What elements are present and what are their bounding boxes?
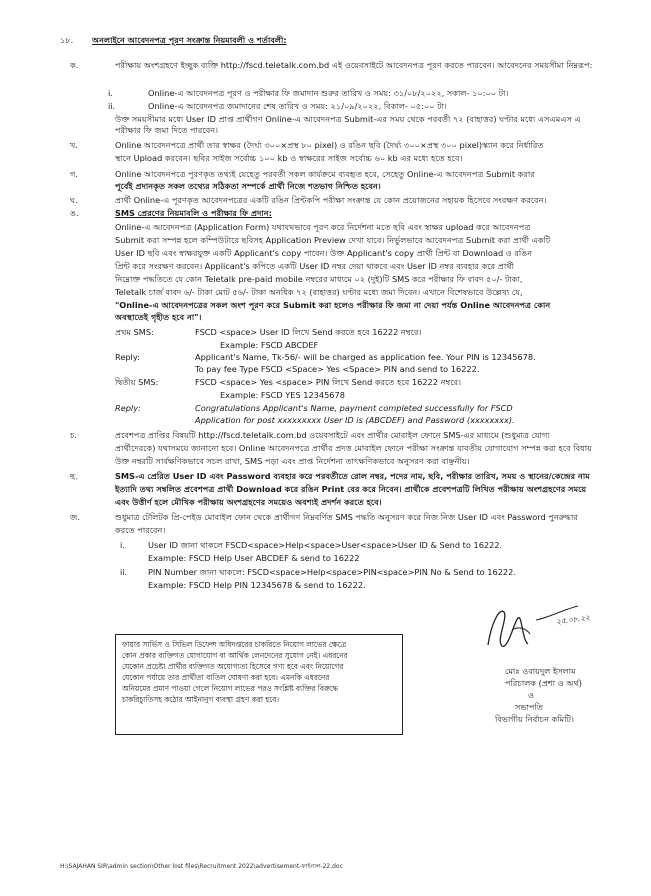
clause-nga-p4: প্রিন্ট করে সংরক্ষণ করবেন। Applicant's কপিতে একটি User ID নম্বর দেয়া থাকবে এবং User ID নম্বর ব্যবহার করে প্রার্থী [115,261,514,271]
clause-kha-label: খ. [70,140,78,150]
clause-ja-ii-label: ii. [120,567,128,577]
clause-kha-line-1: Online আবেদনপত্রে প্রার্থী তার স্বাক্ষর (দৈর্ঘ্য ৩০০×প্রস্থ ৮০ pixel) ও রঙিন ছবি (দৈর্ঘ্য ৩০০×প্রস্থ ৩০০ pixel)স্ক্যান করে নির্ধারিত [115,140,544,150]
sms-first-label: প্রথম SMS: [115,327,154,337]
clause-ja-i-label: i. [120,540,125,550]
clause-ja-line-1: শুধুমাত্র টেলিটক প্রি-পেইড মোবাইল ফোন থেকে প্রার্থীগণ নিম্নবর্ণিত SMS পদ্ধতি অনুসরণ করে নিজ নিজ User ID এবং Password পুনরুদ্ধার [115,512,578,522]
clause-chha-line-2: ইত্যাদি তথ্য সম্বলিত প্রবেশপত্র প্রার্থী Download করে রঙিন Print বের করে নিবেন। প্রার্থীকে প্রবেশপত্রটি লিখিত পরীক্ষায় অংশগ্রহণের সময়ে [115,484,587,494]
clause-nga-p8: অবস্থাতেই গৃহীত হবে না"। [115,312,202,322]
notice-line: ফায়ার সার্ভিস ও সিভিল ডিফেন্স অধিদপ্তরের চাকরিতে নিয়োগ লাভের ক্ষেত্রে [122,640,347,649]
clause-ka-note-2: পরীক্ষার ফি জমা দিতে পারবেন। [115,125,219,135]
footer-file-path: H:\SAJAHAN SIR\admin section\Other lost files\Recruitment 2022\advertisement-ফাইনাল-22.doc [60,863,343,870]
clause-nga-p5: নিম্নোক্ত পদ্ধতিতে যে কোন Teletalk pre-paid mobile নম্বরের মাধ্যমে ০২ (দুই)টি SMS করে পরীক্ষার ফি বাবদ ৫০/- টাকা, [115,274,523,284]
signature-date: ২৫.০৮.২২ [555,612,591,627]
sms-reply-1a: Applicant's Name, Tk-56/- will be charged as application fee. Your PIN is 12345678. [195,352,536,362]
notice-line: যেকোন প্রচেষ্টা প্রার্থীর ব্যক্তিগত অযোগ্যতা হিসেবে গণ্য হবে এবং নিয়োগের [122,662,344,671]
signatory-and: ও [528,690,535,700]
clause-ga-line-2: পূর্বেই প্রদানকৃত সকল তথ্যের সঠিকতা সম্পর্কে প্রার্থী নিজে শতভাগ নিশ্চিত হবেন। [115,181,381,191]
signatory-committee: বিভাগীয় নির্বাচন কমিটি। [495,714,574,724]
signatory-role: সভাপতি [515,702,543,712]
clause-nga-p2: Submit করা সম্পন্ন হলে কম্পিউটারে ছবিসহ Application Preview দেখা যাবে। নির্ভুলভাবে আবেদনপত্র Submit করা প্রার্থী একটি [115,235,551,245]
clause-ka-ii-label: ii. [108,101,116,111]
clause-ka-note-1: উক্ত সময়সীমার মধ্যে User ID প্রাপ্ত প্রার্থীগণ Online-এ আবেদনপত্র Submit-এর সময় থেকে পরবর্তী ৭২ (বাহাত্তর) ঘণ্টার মধ্যে এসএমএস এ [115,114,581,124]
clause-ka-ii-text: Online-এ আবেদনপত্র জমাদানের শেষ তারিখ ও সময়: ২১/০৯/২০২২, বিকাল- ০৫:০০ টা। [148,101,447,111]
clause-ga-line-1: Online আবেদনপত্রে পূরণকৃত তথ্যই যেহেতু পরবর্তী সকল কার্যক্রমে ব্যবহৃত হবে, সেহেতু Online-এ আবেদনপত্র Submit করার [115,169,535,179]
sms-second-text: FSCD <space> Yes <space> PIN লিখে Send করতে হবে 16222 নম্বরে। [195,377,462,387]
clause-nga-label: ঙ. [70,208,79,218]
clause-ka-i-label: i. [108,88,113,98]
clause-ja-ii-example: Example: FSCD Help PIN 12345678 & send to 16222. [148,580,366,590]
notice-line: যেকোন পর্যায়ে তার প্রার্থীতা বাতিল ঘোষণা করা হবে। এমনকি এধরনের [122,673,330,682]
sms-reply-2b: Application for post xxxxxxxxx User ID is (ABCDEF) and Password (xxxxxxxx). [195,415,515,425]
clause-ka-i-text: Online-এ আবেদনপত্র পূরণ ও পরীক্ষার ফি জমাদান শুরুর তারিখ ও সময়: ৩১/০৮/২০২২, সকাল- ১০:০০ টা। [148,88,509,98]
clause-ga-label: গ. [70,169,78,179]
clause-ja-i-text: User ID জানা থাকলে FSCD<space>Help<space>User<space>User ID & Send to 16222. [148,540,503,550]
sms-reply-label-2: Reply: [115,403,141,413]
sms-example-2: Example: FSCD YES 12345678 [220,390,345,400]
clause-ka-label: ক. [70,60,79,70]
notice-line: কোন প্রকার ব্যক্তিগত যোগাযোগ বা আর্থিক লেনদেনের সুযোগ নেই। এধরনের [122,651,348,660]
clause-ja-i-example: Example: FSCD Help User ABCDEF & send to 16222 [148,553,360,563]
handwritten-signature [478,600,591,660]
section-number: ১৮. [60,35,74,45]
sms-reply-label-1: Reply: [115,352,140,362]
clause-cha-label: চ. [70,430,78,440]
clause-nga-p3: User ID ছবি এবং স্বাক্ষরযুক্ত একটি Applicant's copy পাবেন। উক্ত Applicant's copy প্রার্থী প্রিন্ট বা Download ও রঙিন [115,248,533,258]
clause-ja-ii-text: PIN Number জানা থাকলে: FSCD<space>Help<space>PIN<space>PIN No & Send to 16222. [148,567,516,577]
clause-cha-line-3: উক্ত নম্বরটি সার্বক্ষণিকভাবে সচল রাখা, SMS পড়া এবং প্রাপ্ত নির্দেশনা তাৎক্ষণিকভাবে অনুসরণ করা বাঞ্ছনীয়। [115,456,470,466]
clause-chha-label: ছ. [70,471,78,481]
section-title: অনলাইনে আবেদনপত্র পূরণ সংক্রান্ত নিয়মাবলী ও শর্তাবলী: [92,35,287,45]
clause-cha-line-1: প্রবেশপত্র প্রাপ্তির বিষয়টি http://fscd.teletalk.com.bd ওয়েবসাইটে এবং প্রার্থীর মোবাইল ফোনে SMS-এর মাধ্যমে (শুধুমাত্র যোগ্য [115,430,550,440]
sms-example-1: Example: FSCD ABCDEF [220,340,319,350]
sms-reply-1b: To pay fee Type FSCD <Space> Yes <Space> PIN and send to 16222. [195,364,480,374]
sms-first-text: FSCD <space> User ID লিখে Send করতে হবে 16222 নম্বরে। [195,327,422,337]
clause-nga-p7: "Online-এ আবেদনপত্রের সকল অংশ পূরণ করে Submit করা হলেও পরীক্ষার ফি জমা না দেয়া পর্যন্ত Online আবেদনপত্র কোন [115,300,551,310]
clause-ja-label: জ. [70,512,80,522]
signatory-name: মোঃ ওবায়দুল ইসলাম [505,666,576,676]
sms-reply-2a: Congratulations Applicant's Name, payment completed successfully for FSCD [195,403,513,413]
clause-nga-title: SMS প্রেরণের নিয়মাবলি ও পরীক্ষার ফি প্রদান: [115,208,272,218]
clause-ka-text: পরীক্ষায় অংশগ্রহণে ইচ্ছুক ব্যক্তি http://fscd.teletalk.com.bd এই ওয়েবসাইটে আবেদনপত্র পূরণ করতে পারবেন। আবেদনের সময়সীমা নিম্নরূপ: [115,60,593,70]
clause-gha-label: ঘ. [70,195,78,205]
clause-nga-p1: Online-এ আবেদনপত্র (Application Form) যথাযথভাবে পূরণ করে নির্দেশনা মতে ছবি এবং স্বাক্ষর upload করে আবেদনপত্র [115,222,531,232]
clause-chha-line-3: এবং উত্তীর্ণ হলে মৌখিক পরীক্ষায় অংশগ্রহণের সময়েও অবশ্যই প্রদর্শন করতে হবে। [115,497,382,507]
notice-box [115,634,403,735]
signatory-designation: পরিচালক (প্রশা ও অর্থ) [505,678,582,688]
notice-line: চাকরিচ্যুতিসহ কঠোর আইনানুগ ব্যবস্থা গ্রহণ করা হবে। [122,695,279,704]
clause-gha-text: প্রার্থী Online-এ পূরণকৃত আবেদনপত্রের একটি রঙিন প্রিন্টকপি পরীক্ষা সংক্রান্ত যে কোন প্রয়োজনের সহায়ক হিসেবে সংরক্ষণ করবেন। [115,195,547,205]
clause-kha-line-2: স্থানে Upload করবেন। ছবির সাইজ সর্বোচ্চ ১০০ kb ও স্বাক্ষরের সাইজ সর্বোচ্চ ৬০ kb এর মধ্যে হতে হবে। [115,153,463,163]
sms-second-label: দ্বিতীয় SMS: [115,377,159,387]
notice-line: অনিয়মের প্রমাণ পাওয়া গেলে নিয়োগ লাভের পরও সংশ্লিষ্ট ব্যক্তির বিরুদ্ধে [122,684,339,693]
clause-ja-line-2: করতে পারবেন। [115,525,166,535]
clause-chha-line-1: SMS-এ প্রেরিত User ID এবং Password ব্যবহার করে পরবর্তীতে রোল নম্বর, পদের নাম, ছবি, পরীক্ষার তারিখ, সময় ও স্থানের/কেন্দ্রের নাম [115,471,590,481]
clause-nga-p6: Teletalk চার্জ বাবদ ৬/- টাকা মোট ৫৬/- টাকা অনধিক ৭২ (বাহাত্তর) ঘণ্টার মধ্যে জমা দিবেন। এখানে বিশেষভাবে উল্লেখ্য যে, [115,287,523,297]
clause-cha-line-2: প্রার্থীদেরকে) যথাসময়ে জানানো হবে। Online আবেদনপত্রে প্রার্থীর প্রদত্ত মোবাইল ফোনে পরীক্ষা সংক্রান্ত যাবতীয় যোগাযোগ সম্পন্ন করা হবে বিধায় [115,443,592,453]
